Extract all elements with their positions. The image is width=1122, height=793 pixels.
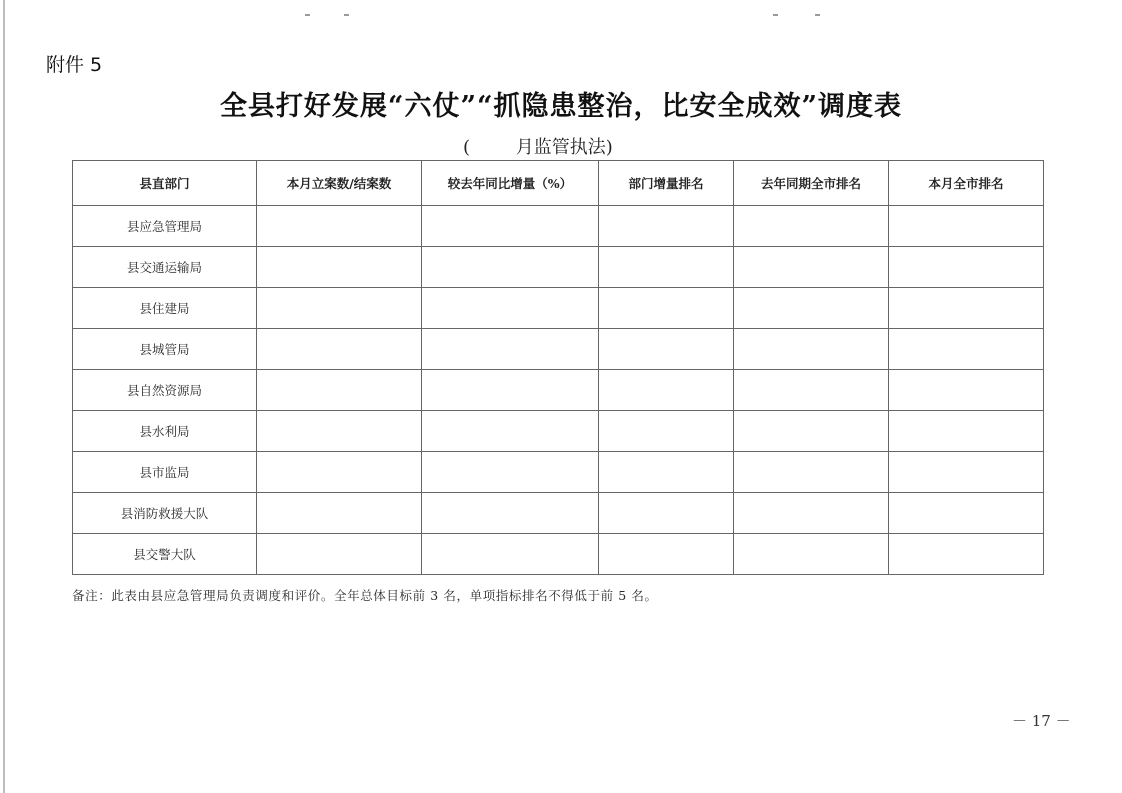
yoy-cell bbox=[422, 370, 599, 411]
department-cell: 县城管局 bbox=[73, 329, 257, 370]
last-year-rank-cell bbox=[734, 493, 889, 534]
department-cell: 县交通运输局 bbox=[73, 247, 257, 288]
department-cell: 县消防救援大队 bbox=[73, 493, 257, 534]
last-year-rank-cell bbox=[734, 411, 889, 452]
this-month-rank-cell bbox=[889, 411, 1044, 452]
last-year-rank-cell bbox=[734, 534, 889, 575]
column-header-department: 县直部门 bbox=[73, 161, 257, 206]
department-rank-cell bbox=[599, 493, 734, 534]
scan-speck bbox=[773, 14, 778, 16]
department-cell: 县水利局 bbox=[73, 411, 257, 452]
table-body bbox=[73, 206, 1044, 575]
column-header-yoy-increase: 较去年同比增量（%） bbox=[422, 161, 599, 206]
table-remark: 备注：此表由县应急管理局负责调度和评价。全年总体目标前 3 名，单项指标排名不得低于前 5 名。 bbox=[72, 588, 658, 603]
department-cell: 县住建局 bbox=[73, 288, 257, 329]
cases-cell bbox=[257, 452, 422, 493]
department-cell: 县自然资源局 bbox=[73, 370, 257, 411]
yoy-cell bbox=[422, 206, 599, 247]
cases-cell bbox=[257, 288, 422, 329]
this-month-rank-cell bbox=[889, 247, 1044, 288]
table-header bbox=[73, 161, 1044, 206]
yoy-cell bbox=[422, 493, 599, 534]
last-year-rank-cell bbox=[734, 329, 889, 370]
this-month-rank-cell bbox=[889, 493, 1044, 534]
cases-cell bbox=[257, 534, 422, 575]
schedule-table bbox=[72, 160, 1044, 575]
last-year-rank-cell bbox=[734, 370, 889, 411]
this-month-rank-cell bbox=[889, 370, 1044, 411]
yoy-cell bbox=[422, 247, 599, 288]
this-month-rank-cell bbox=[889, 452, 1044, 493]
department-rank-cell bbox=[599, 329, 734, 370]
last-year-rank-cell bbox=[734, 206, 889, 247]
header-row bbox=[73, 161, 1044, 206]
department-rank-cell bbox=[599, 206, 734, 247]
scan-speck bbox=[815, 14, 820, 16]
yoy-cell bbox=[422, 411, 599, 452]
this-month-rank-cell bbox=[889, 329, 1044, 370]
table-row bbox=[73, 206, 1044, 247]
department-rank-cell bbox=[599, 247, 734, 288]
cases-cell bbox=[257, 370, 422, 411]
scan-speck bbox=[305, 14, 310, 16]
table-row bbox=[73, 329, 1044, 370]
department-cell: 县市监局 bbox=[73, 452, 257, 493]
table-row bbox=[73, 493, 1044, 534]
table-row bbox=[73, 411, 1044, 452]
attachment-label: 附件 5 bbox=[46, 54, 103, 76]
column-header-cases: 本月立案数/结案数 bbox=[257, 161, 422, 206]
column-header-department-rank: 部门增量排名 bbox=[599, 161, 734, 206]
department-cell: 县交警大队 bbox=[73, 534, 257, 575]
last-year-rank-cell bbox=[734, 452, 889, 493]
cases-cell bbox=[257, 206, 422, 247]
table-row bbox=[73, 288, 1044, 329]
yoy-cell bbox=[422, 534, 599, 575]
this-month-rank-cell bbox=[889, 206, 1044, 247]
this-month-rank-cell bbox=[889, 288, 1044, 329]
department-rank-cell bbox=[599, 411, 734, 452]
last-year-rank-cell bbox=[734, 247, 889, 288]
document-subtitle: ( 月监管执法) bbox=[463, 137, 613, 158]
cases-cell bbox=[257, 493, 422, 534]
document-title: 全县打好发展“六仗”“抓隐患整治，比安全成效”调度表 bbox=[219, 91, 903, 122]
department-rank-cell bbox=[599, 370, 734, 411]
table-row bbox=[73, 534, 1044, 575]
cases-cell bbox=[257, 247, 422, 288]
scan-speck bbox=[344, 14, 349, 16]
department-cell: 县应急管理局 bbox=[73, 206, 257, 247]
department-rank-cell bbox=[599, 534, 734, 575]
yoy-cell bbox=[422, 452, 599, 493]
cases-cell bbox=[257, 329, 422, 370]
table-row bbox=[73, 247, 1044, 288]
yoy-cell bbox=[422, 288, 599, 329]
last-year-rank-cell bbox=[734, 288, 889, 329]
this-month-rank-cell bbox=[889, 534, 1044, 575]
department-rank-cell bbox=[599, 452, 734, 493]
table-row bbox=[73, 452, 1044, 493]
column-header-last-year-city-rank: 去年同期全市排名 bbox=[734, 161, 889, 206]
table-row bbox=[73, 370, 1044, 411]
department-rank-cell bbox=[599, 288, 734, 329]
column-header-this-month-city-rank: 本月全市排名 bbox=[889, 161, 1044, 206]
cases-cell bbox=[257, 411, 422, 452]
page-number: － 17 － bbox=[1012, 712, 1071, 730]
yoy-cell bbox=[422, 329, 599, 370]
